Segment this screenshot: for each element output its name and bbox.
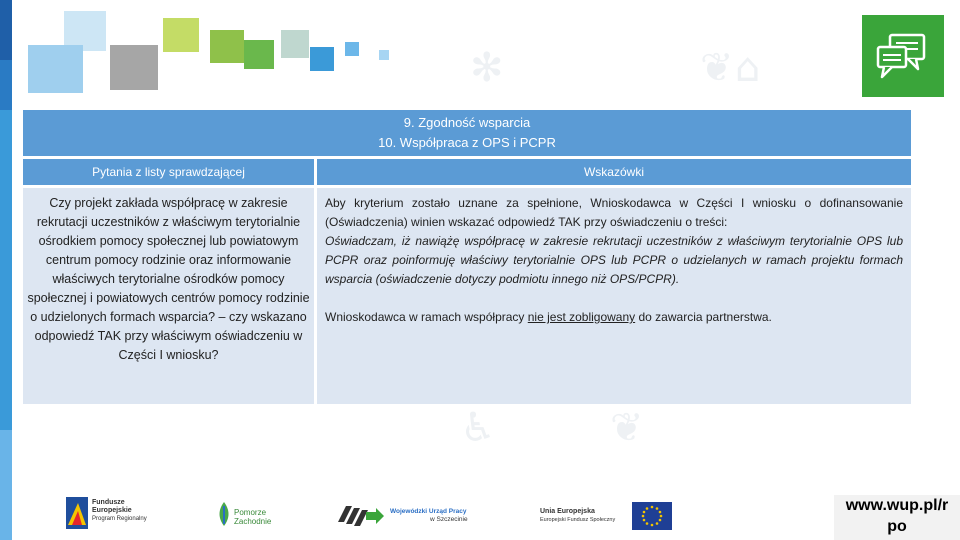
logo3-line2: w Szczecinie — [430, 516, 468, 523]
decor-square — [163, 18, 199, 52]
title-line-1: 9. Zgodność wsparcia — [403, 115, 531, 130]
logo-wup-szczecin — [338, 502, 488, 530]
watermark-wind-turbine-icon: ✻ — [470, 45, 504, 91]
logo1-line3: Program Regionalny — [92, 516, 147, 522]
watermark-wheelchair-icon: ♿ — [460, 405, 496, 451]
col-header-hints: Wskazówki — [317, 159, 911, 185]
col-header-questions: Pytania z listy sprawdzającej — [23, 159, 314, 185]
decor-square — [210, 30, 244, 63]
hint-quote: Oświadczam, iż nawiążę współpracę w zakresie rekrutacji uczestników z właściwym terytorialnie OPS lub PCPR oraz poinformuję właściwy terytorialnie OPS lub PCPR o udzielanych w ramach projektu formach wsparcia (oświadczenie dotyczy podmiotu innego niż OPS/PCPR). — [325, 234, 903, 286]
question-cell: Czy projekt zakłada współpracę w zakresie rekrutacji uczestników z właściwym terytorialnie ośrodkiem pomocy społecznej lub powiatowym centrum pomocy rodzinie oraz informowanie właściwych terytorialne ośrodków pomocy społecznej i powiatowych centrów pomocy rodzinie o udzielonych formach wsparcia? – czy wskazano odpowiedź TAK przy właściwym oświadczeniu w Części I wniosku? — [23, 188, 314, 404]
hint-cell — [317, 188, 911, 404]
decor-square — [110, 45, 158, 90]
logo2-line1: Pomorze — [234, 508, 267, 517]
logo-fundusze-europejskie — [66, 497, 156, 533]
wup-logo-icon — [338, 502, 384, 528]
logo2-line2: Zachodnie — [234, 517, 272, 526]
decor-square — [379, 50, 389, 60]
fe-logo-icon — [66, 497, 88, 529]
table-title — [23, 110, 911, 156]
chat-bubbles-icon — [874, 29, 932, 85]
watermark-leaf-icon: ❦ — [610, 405, 644, 451]
decor-square — [281, 30, 309, 58]
hint-note-before: Wnioskodawca w ramach współpracy — [325, 310, 525, 324]
hint-note-underlined: nie jest zobligowany — [527, 310, 636, 324]
pomorze-logo-icon — [216, 500, 232, 528]
logo1-line2: Europejskie — [92, 507, 132, 514]
decor-square — [244, 40, 274, 69]
watermark-leaf-icon: ❦ — [700, 45, 734, 91]
logo-pomorze-zachodnie — [216, 500, 296, 532]
criteria-table — [20, 107, 914, 407]
decor-square — [345, 42, 359, 56]
eu-flag-icon — [632, 502, 672, 530]
logo4-line1: Unia Europejska — [540, 508, 595, 515]
logo3-line1: Wojewódzki Urząd Pracy — [390, 508, 467, 515]
hint-intro: Aby kryterium zostało uznane za spełnione, Wnioskodawca w Części I wniosku o dofinansowanie (Oświadczenia) winien wskazać odpowiedź TAK przy oświadczeniu o treści: — [325, 196, 903, 229]
left-color-bar — [0, 0, 12, 540]
watermark-tram-icon: ⌂ — [735, 45, 761, 91]
hint-note — [325, 308, 903, 327]
website-url[interactable]: www.wup.pl/r po — [834, 495, 960, 540]
decor-square — [310, 47, 334, 71]
chat-tile — [862, 15, 944, 97]
logo1-line1: Fundusze — [92, 499, 125, 506]
logo-unia-europejska — [540, 502, 680, 532]
title-line-2: 10. Współpraca z OPS i PCPR — [378, 135, 556, 150]
logo4-line2: Europejski Fundusz Społeczny — [540, 517, 616, 523]
decor-square — [28, 45, 83, 93]
hint-note-after: do zawarcia partnerstwa. — [638, 310, 772, 324]
